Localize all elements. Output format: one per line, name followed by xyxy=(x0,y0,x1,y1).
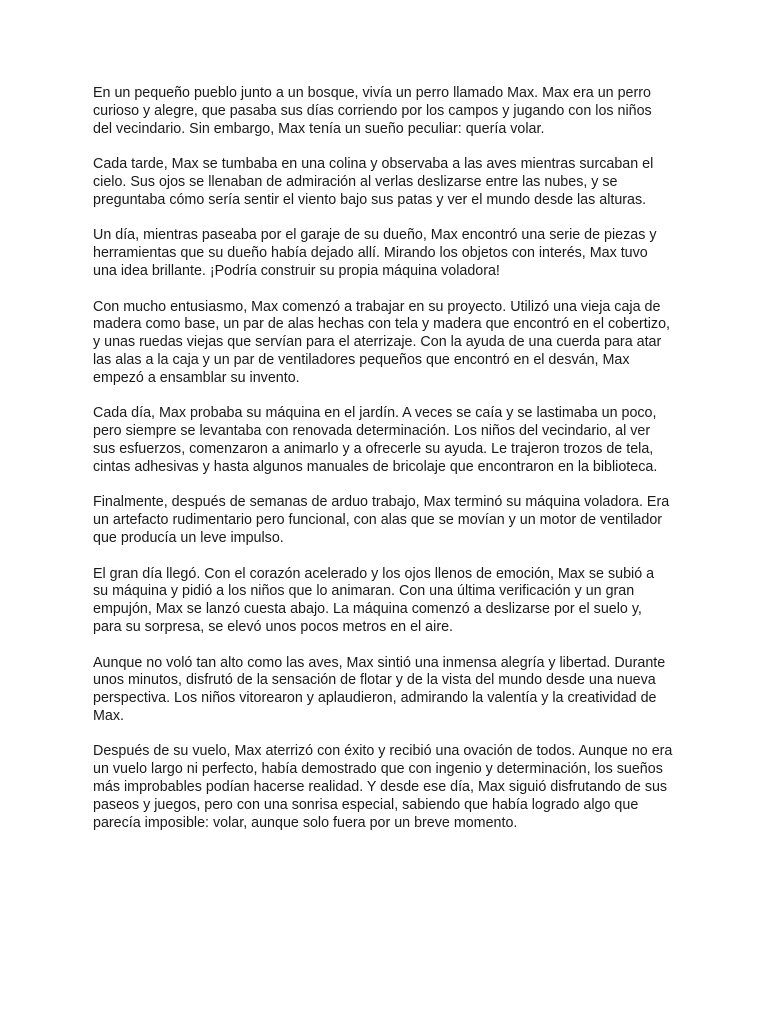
paragraph-9: Después de su vuelo, Max aterrizó con éxito y recibió una ovación de todos. Aunque no era un vuelo largo ni perfecto, había demostrado que con ingenio y determinación, los sueños más improbables podían hacerse realidad. Y desde ese día, Max siguió disfrutando de sus paseos y juegos, pero con una sonrisa especial, sabiendo que había logrado algo que parecía imposible: volar, aunque solo fuera por un breve momento. xyxy=(93,743,673,831)
paragraph-2: Cada tarde, Max se tumbaba en una colina y observaba a las aves mientras surcaban el cielo. Sus ojos se llenaban de admiración al verlas deslizarse entre las nubes, y se preguntaba cómo sería sentir el viento bajo sus patas y ver el mundo desde las alturas. xyxy=(93,156,654,208)
document-body xyxy=(93,85,673,850)
paragraph-4: Con mucho entusiasmo, Max comenzó a trabajar en su proyecto. Utilizó una vieja caja de madera como base, un par de alas hechas con tela y madera que encontró en el cobertizo, y unas ruedas viejas que servían para el aterrizaje. Con la ayuda de una cuerda para atar las alas a la caja y un par de ventiladores pequeños que encontró en el desván, Max empezó a ensamblar su invento. xyxy=(93,298,670,386)
paragraph-6: Finalmente, después de semanas de arduo trabajo, Max terminó su máquina voladora. Era un artefacto rudimentario pero funcional, con alas que se movían y un motor de ventilador que producía un leve impulso. xyxy=(93,494,670,546)
paragraph-3: Un día, mientras paseaba por el garaje de su dueño, Max encontró una serie de piezas y herramientas que su dueño había dejado allí. Mirando los objetos con interés, Max tuvo una idea brillante. ¡Podría construir su propia máquina voladora! xyxy=(93,227,657,279)
paragraph-5: Cada día, Max probaba su máquina en el jardín. A veces se caía y se lastimaba un poco, pero siempre se levantaba con renovada determinación. Los niños del vecindario, al ver sus esfuerzos, comenzaron a animarlo y a ofrecerle su ayuda. Le trajeron trozos de tela, cintas adhesivas y hasta algunos manuales de bricolaje que encontraron en la biblioteca. xyxy=(93,405,658,475)
paragraph-1: En un pequeño pueblo junto a un bosque, vivía un perro llamado Max. Max era un perro curioso y alegre, que pasaba sus días corriendo por los campos y jugando con los niños del vecindario. Sin embargo, Max tenía un sueño peculiar: quería volar. xyxy=(93,85,652,137)
paragraph-8: Aunque no voló tan alto como las aves, Max sintió una inmensa alegría y libertad. Durante unos minutos, disfrutó de la sensación de flotar y de la vista del mundo desde una nueva perspectiva. Los niños vitorearon y aplaudieron, admirando la valentía y la creatividad de Max. xyxy=(93,654,666,724)
paragraph-7: El gran día llegó. Con el corazón acelerado y los ojos llenos de emoción, Max se subió a su máquina y pidió a los niños que lo animaran. Con una última verificación y un gran empujón, Max se lanzó cuesta abajo. La máquina comenzó a deslizarse por el suelo y, para su sorpresa, se elevó unos pocos metros en el aire. xyxy=(93,565,655,635)
